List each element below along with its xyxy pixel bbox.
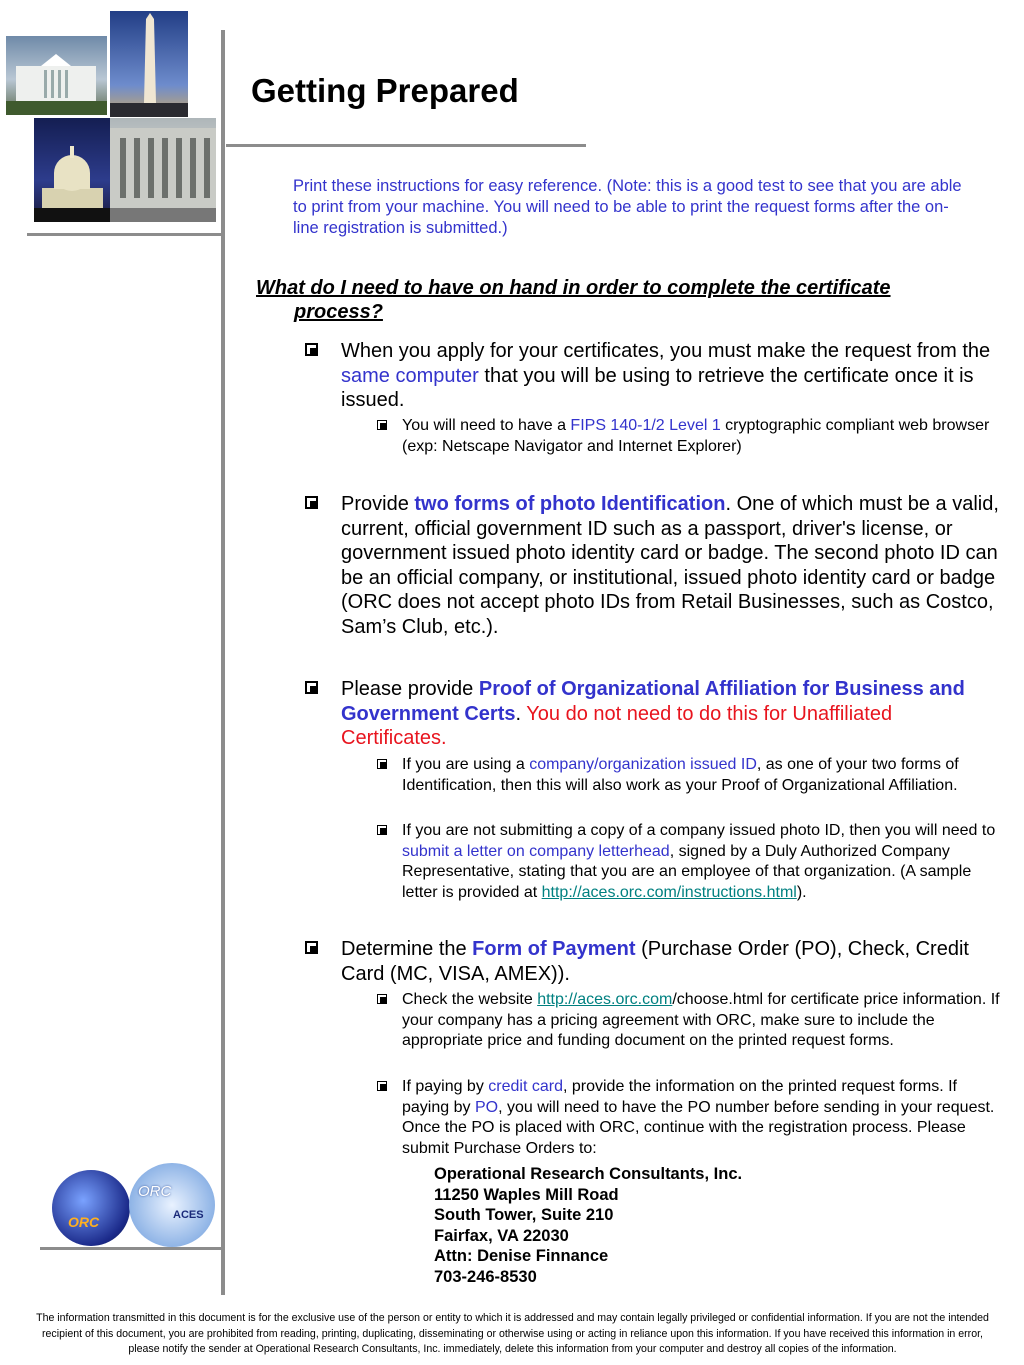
checkbox-bullet-icon — [305, 681, 318, 694]
confidentiality-disclaimer: The information transmitted in this document is for the exclusive use of the person or entity to which it is addressed and may contain legally privileged or confidential information. If you are not the intended recipient of this document, you are prohibited from reading, printing, duplicating, disseminating or otherwise using or acting in reliance upon this information. If you have received this information in error, please notify the sender at Operational Research Consultants, Inc. immediately, delete this information from your computer and destroy all copies of the information. — [36, 1312, 989, 1355]
subbullet-check-website: Check the website http://aces.orc.com/choose.html for certificate price information. If your company has a pricing agreement with ORC, make sure to include the appropriate price and funding document on the printed request forms. — [402, 991, 1000, 1049]
checkbox-bullet-icon — [377, 994, 387, 1004]
page-title: Getting Prepared — [251, 72, 519, 109]
washington-monument-photo — [110, 11, 188, 117]
subbullet-company-id: If you are using a company/organization issued ID, as one of your two forms of Identification, then this will also work as your Proof of Organizational Affiliation. — [402, 756, 959, 794]
bullet-photo-identification: Provide two forms of photo Identification. One of which must be a valid, current, official government ID such as a passport, driver's license, or government issued photo identity card or badge. The second photo ID can be an official company, or institutional, issued photo identity card or badge (ORC does not accept photo IDs from Retail Businesses, such as Costco, Sam’s Club, etc.). — [341, 493, 999, 638]
mailing-address — [434, 1164, 742, 1287]
address-city: Fairfax, VA 22030 — [434, 1226, 569, 1245]
title-underline — [226, 144, 586, 147]
address-company: Operational Research Consultants, Inc. — [434, 1165, 743, 1183]
subbullet-company-letterhead: If you are not submitting a copy of a company issued photo ID, then you will need to submit a letter on company letterhead, signed by a Duly Authorized Company Representative, stating that you are an employee of that organization. (A sample letter is provided at http://aces.orc.com/instructions.html). — [402, 822, 996, 901]
orc-aces-logo: ORC ACES — [129, 1163, 215, 1247]
capitol-photo — [34, 118, 111, 222]
checkbox-bullet-icon — [377, 420, 387, 430]
checkbox-bullet-icon — [305, 941, 318, 954]
checkbox-bullet-icon — [377, 759, 387, 769]
address-street: 11250 Waples Mill Road — [434, 1185, 619, 1204]
aces-website-link[interactable]: http://aces.orc.com — [537, 991, 673, 1008]
question-line-1: What do I need to have on hand in order to complete the certificate — [256, 277, 891, 299]
address-phone: 703-246-8530 — [434, 1267, 537, 1286]
bullet-form-of-payment: Determine the Form of Payment (Purchase Order (PO), Check, Credit Card (MC, VISA, AMEX)). — [341, 938, 969, 985]
logo-divider — [40, 1247, 222, 1250]
white-house-photo — [6, 36, 107, 115]
intro-note: Print these instructions for easy reference. (Note: this is a good test to see that you are able to print from your machine. You will need to be able to print the request forms after the on-line registration is submitted.) — [293, 177, 962, 237]
address-suite: South Tower, Suite 210 — [434, 1206, 614, 1224]
orc-trusted-logo: ORC — [52, 1170, 130, 1246]
checkbox-bullet-icon — [377, 1081, 387, 1091]
photo-divider — [27, 233, 222, 236]
section-question — [256, 276, 996, 324]
instructions-link[interactable]: http://aces.orc.com/instructions.html — [541, 883, 797, 901]
government-building-photo — [110, 118, 216, 222]
bullet-same-computer: When you apply for your certificates, you must make the request from the same computer that you will be using to retrieve the certificate once it is issued. — [341, 340, 991, 411]
subbullet-fips-browser: You will need to have a FIPS 140-1/2 Level 1 cryptographic compliant web browser (exp: Netscape Navigator and Internet Explorer) — [402, 417, 990, 455]
question-line-2: process? — [294, 301, 383, 323]
checkbox-bullet-icon — [305, 496, 318, 509]
checkbox-bullet-icon — [305, 343, 318, 356]
address-attn: Attn: Denise Finnance — [434, 1247, 609, 1265]
bullet-organizational-affiliation: Please provide Proof of Organizational Affiliation for Business and Government Certs. You do not need to do this for Unaffiliated Certificates. — [341, 678, 965, 749]
vertical-divider — [221, 30, 225, 1295]
checkbox-bullet-icon — [377, 825, 387, 835]
subbullet-payment-method: If paying by credit card, provide the information on the printed request forms. If paying by PO, you will need to have the PO number before sending in your request. Once the PO is placed with ORC, continue with the registration process. Please submit Purchase Orders to: — [402, 1078, 995, 1157]
